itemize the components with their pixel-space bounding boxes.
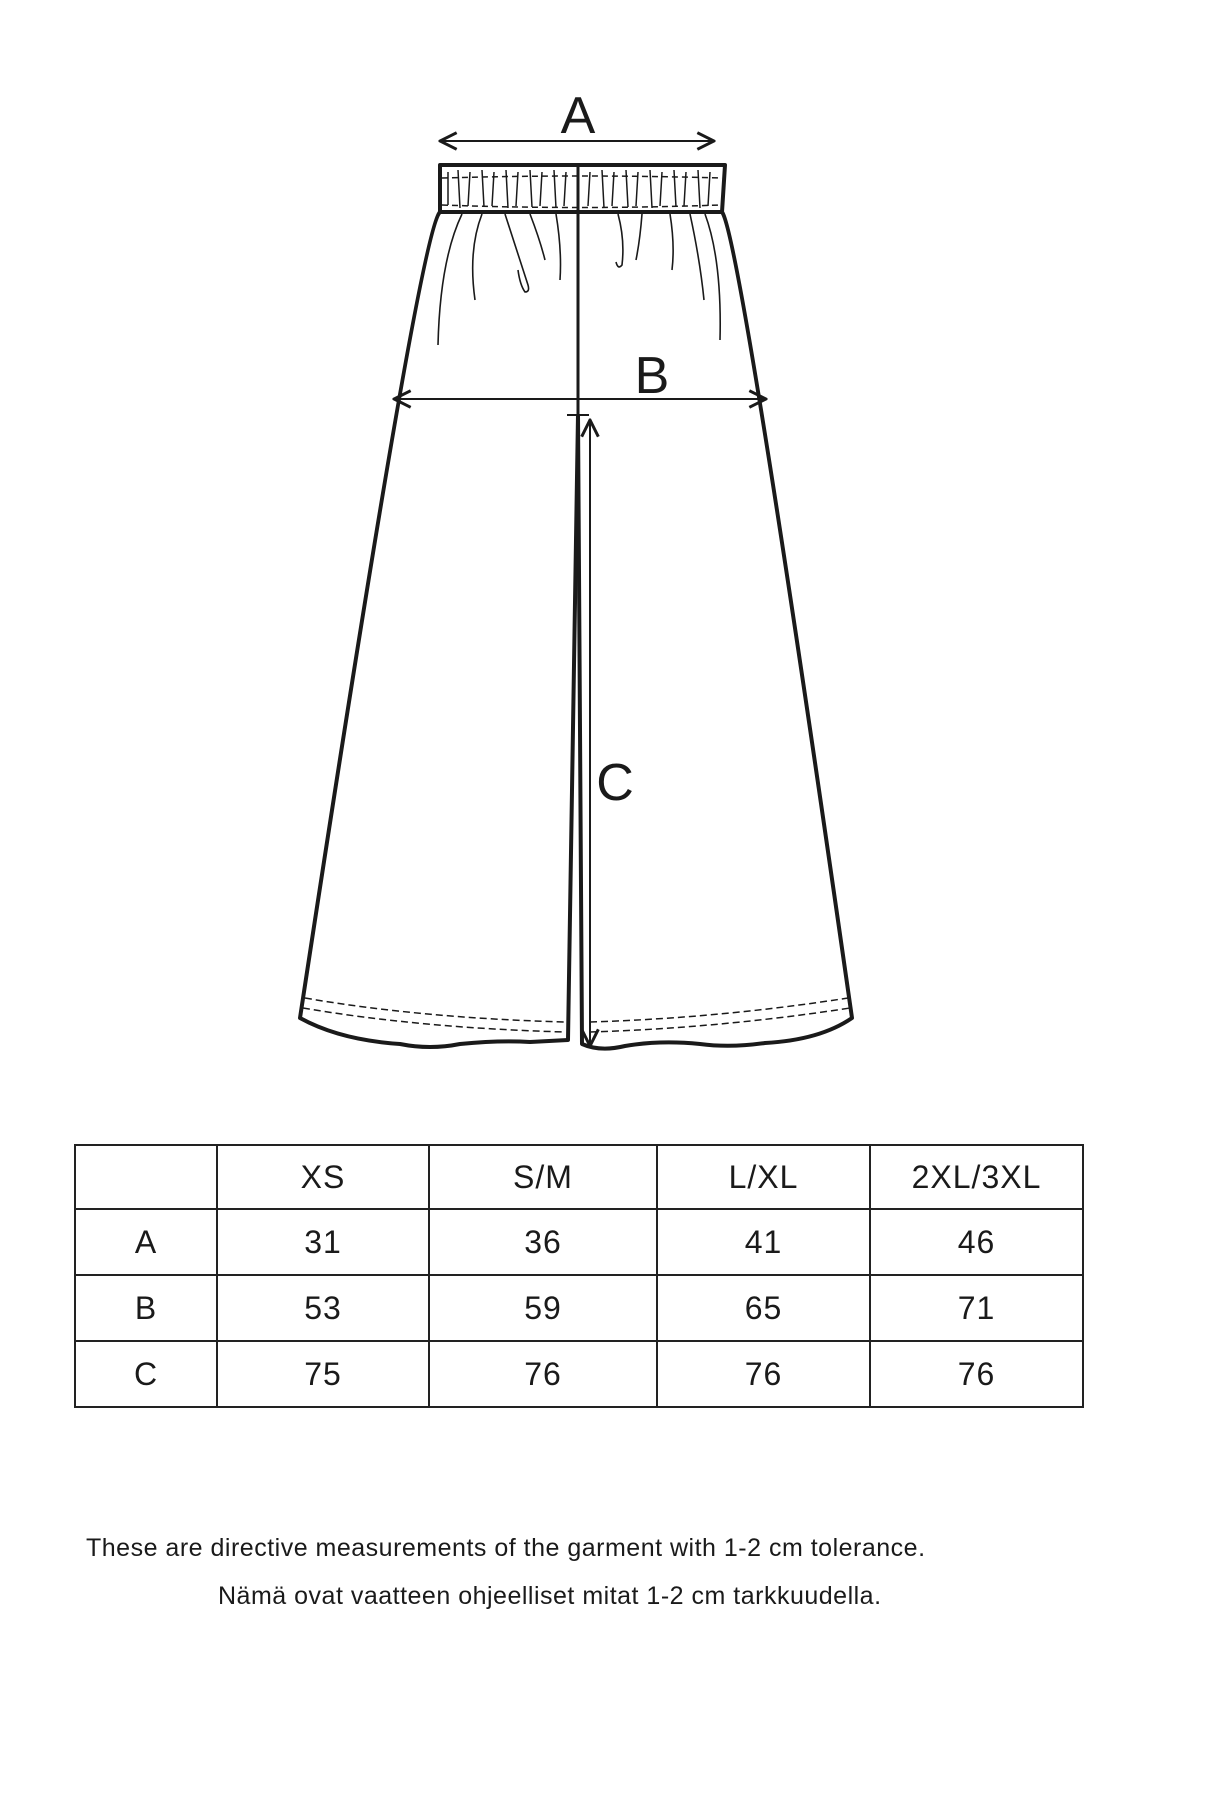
table-cell: 31 [217, 1209, 429, 1275]
row-label: B [75, 1275, 217, 1341]
table-corner-cell [75, 1145, 217, 1209]
size-header-lxl: L/XL [657, 1145, 870, 1209]
size-header-2xl3xl: 2XL/3XL [870, 1145, 1083, 1209]
table-cell: 41 [657, 1209, 870, 1275]
size-table [74, 1144, 1084, 1408]
table-cell: 65 [657, 1275, 870, 1341]
table-cell: 76 [870, 1341, 1083, 1407]
table-cell: 76 [657, 1341, 870, 1407]
tolerance-note-english: These are directive measurements of the garment with 1-2 cm tolerance. [86, 1534, 926, 1562]
table-cell: 71 [870, 1275, 1083, 1341]
dimension-b-label: B [634, 347, 670, 405]
table-cell: 59 [429, 1275, 657, 1341]
table-cell: 53 [217, 1275, 429, 1341]
table-cell: 36 [429, 1209, 657, 1275]
table-row [75, 1209, 1083, 1275]
dimension-c-label: C [596, 754, 634, 812]
size-header-xs: XS [217, 1145, 429, 1209]
right-leg [578, 212, 852, 1049]
size-header-row [75, 1145, 1083, 1209]
waistband-gathers [442, 170, 722, 208]
size-header-sm: S/M [429, 1145, 657, 1209]
table-row [75, 1275, 1083, 1341]
pants-outline [300, 165, 852, 1049]
table-cell: 75 [217, 1341, 429, 1407]
row-label: A [75, 1209, 217, 1275]
tolerance-note-finnish: Nämä ovat vaatteen ohjeelliset mitat 1-2 cm tarkkuudella. [218, 1582, 882, 1610]
hem-stitching [303, 998, 850, 1032]
dimension-a-label: A [560, 87, 596, 145]
table-cell: 76 [429, 1341, 657, 1407]
table-row [75, 1341, 1083, 1407]
row-label: C [75, 1341, 217, 1407]
table-cell: 46 [870, 1209, 1083, 1275]
